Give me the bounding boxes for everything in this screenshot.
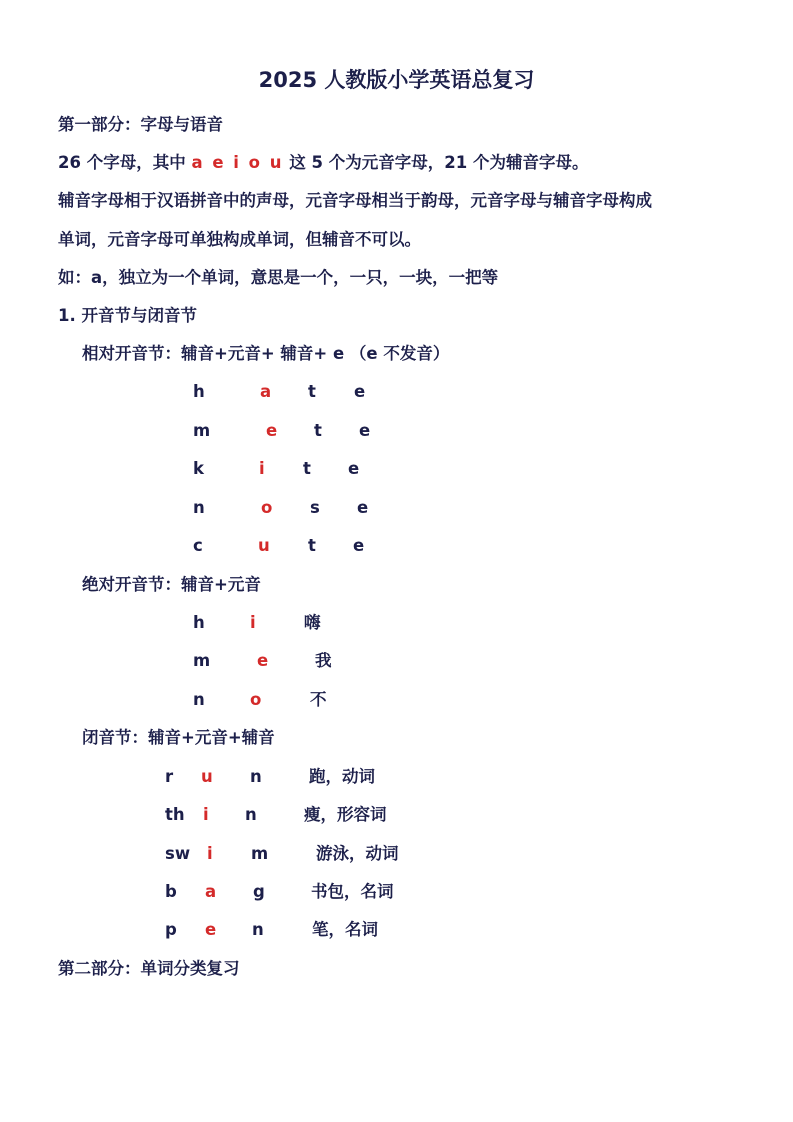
letter-cell: e [353, 536, 365, 555]
letter-cell: m [193, 421, 211, 440]
meaning-cell: 我 [315, 651, 332, 670]
letters-line-after: 这 5 个为元音字母，21 个为辅音字母。 [289, 153, 589, 172]
meaning-cell: 不 [310, 690, 327, 709]
letter-cell: k [193, 459, 204, 478]
letter-cell: e [359, 421, 371, 440]
letter-cell: n [245, 805, 257, 824]
part1-heading: 第一部分：字母与语音 [58, 115, 223, 134]
vowel-cell: e [257, 651, 269, 670]
letter-cell: n [250, 767, 262, 786]
part2-heading: 第二部分：单词分类复习 [58, 959, 240, 978]
letter-cell: t [308, 536, 316, 555]
letter-cell: r [165, 767, 174, 786]
vowel-cell: a [260, 382, 272, 401]
vowel-cell: u [201, 767, 213, 786]
letter-cell: e [357, 498, 369, 517]
vowel-letters: a e i o u [191, 153, 284, 172]
vowel-cell: a [205, 882, 217, 901]
meaning-cell: 嗨 [304, 613, 321, 632]
vowel-cell: o [261, 498, 273, 517]
letter-cell: s [310, 498, 320, 517]
vowel-cell: i [250, 613, 256, 632]
letter-cell: e [354, 382, 366, 401]
vowel-cell: o [250, 690, 262, 709]
letter-cell: t [303, 459, 311, 478]
absolute-open-heading: 绝对开音节：辅音+元音 [82, 575, 261, 594]
letter-cell: m [251, 844, 269, 863]
letter-cell: sw [165, 844, 191, 863]
letter-cell: b [165, 882, 177, 901]
meaning-cell: 瘦，形容词 [304, 805, 387, 824]
vowel-cell: e [205, 920, 217, 939]
letters-line [58, 152, 588, 174]
letter-cell: p [165, 920, 177, 939]
page-title: 2025 人教版小学英语总复习 [258, 68, 535, 92]
meaning-cell: 游泳，动词 [316, 844, 399, 863]
letter-cell: e [348, 459, 360, 478]
relative-open-heading: 相对开音节：辅音+元音+ 辅音+ e （e 不发音） [82, 344, 450, 363]
letter-cell: h [193, 613, 205, 632]
vowel-cell: i [203, 805, 209, 824]
paragraph-line-2: 单词，元音字母可单独构成单词，但辅音不可以。 [58, 230, 421, 249]
meaning-cell: 书包，名词 [311, 882, 394, 901]
letter-cell: h [193, 382, 205, 401]
letter-cell: n [252, 920, 264, 939]
vowel-cell: i [207, 844, 213, 863]
letter-cell: g [253, 882, 265, 901]
letter-cell: th [165, 805, 185, 824]
letter-cell: n [193, 498, 205, 517]
vowel-cell: e [266, 421, 278, 440]
closed-heading: 闭音节：辅音+元音+辅音 [82, 728, 275, 747]
letters-line-before: 26 个字母，其中 [58, 153, 186, 172]
section1-heading: 1. 开音节与闭音节 [58, 306, 197, 325]
letter-cell: m [193, 651, 211, 670]
meaning-cell: 笔，名词 [312, 920, 378, 939]
meaning-cell: 跑，动词 [309, 767, 375, 786]
letter-cell: n [193, 690, 205, 709]
paragraph-line-1: 辅音字母相于汉语拼音中的声母，元音字母相当于韵母，元音字母与辅音字母构成 [58, 191, 652, 210]
letter-cell: t [314, 421, 322, 440]
vowel-cell: i [259, 459, 265, 478]
letter-cell: c [193, 536, 203, 555]
letter-cell: t [308, 382, 316, 401]
example-line: 如：a，独立为一个单词，意思是一个，一只，一块，一把等 [58, 268, 499, 287]
vowel-cell: u [258, 536, 270, 555]
